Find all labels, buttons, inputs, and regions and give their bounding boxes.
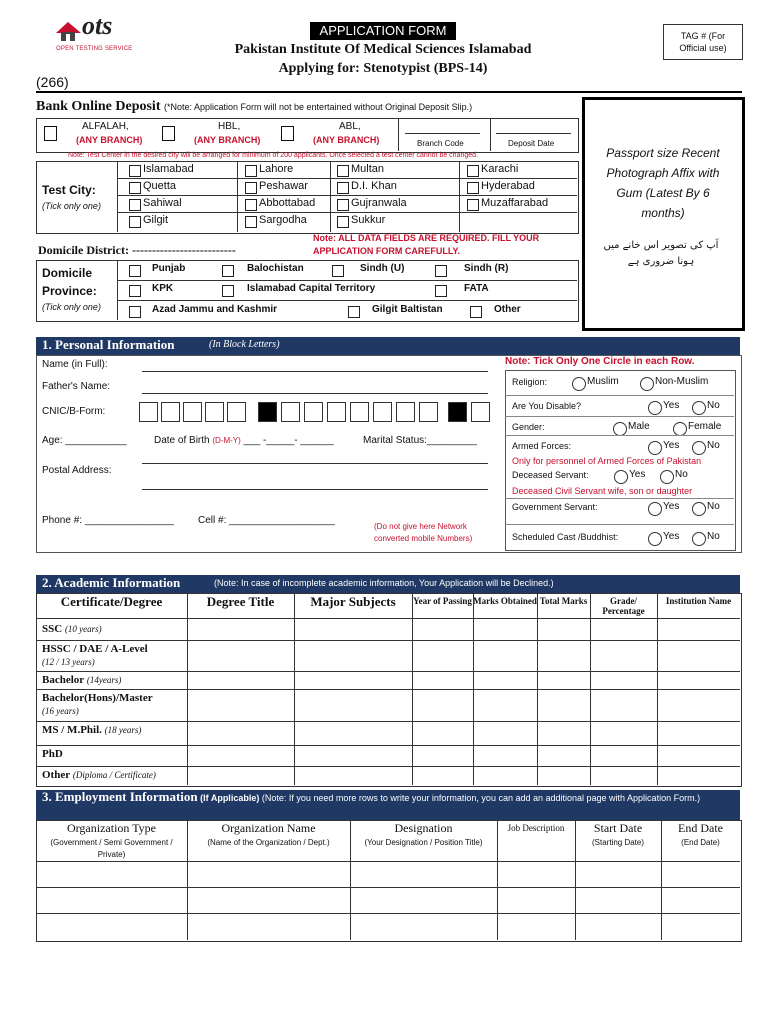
province-kpk-checkbox[interactable] <box>129 285 141 297</box>
photo-instructions: Passport size Recent Photograph Affix with Gum (Latest By 6 months) <box>606 146 720 220</box>
dob-field[interactable]: ___ -_____- ______ <box>243 435 334 446</box>
form-code: (266) <box>36 74 69 90</box>
cnic-digit-box[interactable] <box>396 402 415 422</box>
tag-official-box <box>663 24 743 60</box>
city-sukkur-checkbox[interactable] <box>337 216 349 228</box>
province-sindh-u-checkbox[interactable] <box>332 265 344 277</box>
employment-cell[interactable] <box>576 914 660 938</box>
academic-row-bachelor-hons-master <box>42 692 190 718</box>
employment-header-hint: (Name of the Organization / Dept.) <box>207 838 330 847</box>
religion-label: Religion: <box>512 377 548 387</box>
academic-row-ms-m-phil <box>42 724 190 737</box>
required-note: Note: ALL DATA FIELDS ARE REQUIRED. FILL YOUR APPLICATION FORM CAREFULLY. <box>313 233 540 256</box>
government-servant-yes-label: Yes <box>663 501 680 512</box>
scheduled-cast-buddhist-no-label: No <box>707 531 720 542</box>
form-title-text: APPLICATION FORM <box>319 23 447 38</box>
city-sahiwal-checkbox[interactable] <box>129 199 141 211</box>
branch-code-label: Branch Code <box>417 139 464 148</box>
employment-cell[interactable] <box>37 862 186 886</box>
employment-cell[interactable] <box>662 888 739 912</box>
academic-cell[interactable] <box>295 620 411 638</box>
religion-muslim-label: Muslim <box>587 376 619 387</box>
academic-row-label: HSSC / DAE / A-Level <box>42 643 148 655</box>
academic-cell[interactable] <box>474 745 536 764</box>
age-label[interactable]: Age: ___________ <box>42 435 127 446</box>
institute-name: Pakistan Institute Of Medical Sciences Islamabad <box>234 42 532 57</box>
academic-row-hssc-dae-a-level <box>42 643 190 669</box>
city-peshawar-checkbox[interactable] <box>245 182 257 194</box>
academic-cell[interactable] <box>591 620 656 638</box>
are-you-disable-yes-label: Yes <box>663 400 680 411</box>
domicile-province-label: Domicile Province: <box>42 266 97 298</box>
province-other-checkbox[interactable] <box>470 306 482 318</box>
employment-applicable: (If Applicable) <box>200 793 260 803</box>
bank-title <box>36 99 472 115</box>
phone-label[interactable]: Phone #: ________________ <box>42 515 174 526</box>
academic-cell[interactable] <box>295 721 411 743</box>
bank-alfalah-checkbox[interactable] <box>44 126 57 141</box>
cnic-digit-box[interactable] <box>183 402 202 422</box>
academic-cell[interactable] <box>474 620 536 638</box>
armed-forces-note: Only for personnel of Armed Forces of Pakistan <box>512 456 702 466</box>
employment-cell[interactable] <box>576 862 660 886</box>
academic-cell[interactable] <box>591 721 656 743</box>
employment-section-title: 3. Employment Information <box>42 789 198 804</box>
dob-text: Date of Birth <box>154 435 210 446</box>
academic-row-duration: (10 years) <box>64 624 102 634</box>
gender-female-radio[interactable] <box>673 422 687 436</box>
city-abbottabad-checkbox[interactable] <box>245 199 257 211</box>
academic-cell[interactable] <box>538 620 589 638</box>
employment-cell[interactable] <box>37 888 186 912</box>
academic-cell[interactable] <box>413 721 472 743</box>
full-name-label: Name (in Full): <box>42 359 108 370</box>
city-d-i-khan-checkbox[interactable] <box>337 182 349 194</box>
scheduled-cast-buddhist-label: Scheduled Cast /Buddhist: <box>512 532 619 542</box>
academic-header-marks-obtained: Marks Obtained <box>473 596 537 606</box>
employment-cell[interactable] <box>498 914 574 938</box>
government-servant-yes-radio[interactable] <box>648 502 662 516</box>
ots-logo <box>54 11 138 57</box>
city-quetta-checkbox[interactable] <box>129 182 141 194</box>
city-d-i-khan-label: D.I. Khan <box>351 180 397 192</box>
father-name-field[interactable] <box>142 393 488 394</box>
academic-cell[interactable] <box>658 721 739 743</box>
cnic-digit-box[interactable] <box>419 402 438 422</box>
marital-status-label[interactable]: Marital Status:_________ <box>363 435 477 446</box>
personal-section-subtitle: (In Block Letters) <box>209 339 280 350</box>
personal-section-bar <box>36 337 740 355</box>
city-multan-label: Multan <box>351 163 385 175</box>
province-islamabad-capital-territory-label: Islamabad Capital Territory <box>247 283 376 294</box>
dob-format: (D-M-Y) <box>212 436 241 445</box>
academic-header-total-marks: Total Marks <box>539 596 588 606</box>
academic-cell[interactable] <box>591 671 656 687</box>
employment-cell[interactable] <box>576 888 660 912</box>
academic-header-year-of-passing: Year of Passing <box>413 596 472 606</box>
deposit-date-field[interactable] <box>496 133 571 134</box>
bank-alfalah-label: ALFALAH, <box>82 121 129 132</box>
employment-header-title: Organization Type <box>66 821 157 835</box>
employment-header-title: Job Description <box>507 823 565 833</box>
postal-address-label: Postal Address: <box>42 465 112 476</box>
gender-female-label: Female <box>688 421 722 432</box>
employment-cell[interactable] <box>662 862 739 886</box>
academic-section-bar <box>36 575 740 593</box>
academic-cell[interactable] <box>295 766 411 783</box>
mobile-note: (Do not give here Network converted mobile Numbers) <box>374 522 473 543</box>
province-gilgit-baltistan-label: Gilgit Baltistan <box>372 304 443 315</box>
province-fata-label: FATA <box>464 283 489 294</box>
tag-official-label: TAG # (For Official use) <box>679 31 727 53</box>
employment-header-title: Organization Name <box>221 821 316 835</box>
academic-cell[interactable] <box>188 721 293 743</box>
city-gilgit-checkbox[interactable] <box>129 216 141 228</box>
bank-abl-checkbox[interactable] <box>281 126 294 141</box>
city-gujranwala-checkbox[interactable] <box>337 199 349 211</box>
logo-text: ots <box>82 11 113 40</box>
province-fata-checkbox[interactable] <box>435 285 447 297</box>
dob-label <box>154 435 334 446</box>
bank-abl-label: ABL, <box>339 121 361 132</box>
religion-non-muslim-radio[interactable] <box>640 377 654 391</box>
full-name-field[interactable] <box>142 371 488 372</box>
are-you-disable-yes-radio[interactable] <box>648 401 662 415</box>
city-karachi-label: Karachi <box>481 163 519 175</box>
employment-section-header <box>42 790 736 805</box>
province-azad-jammu-and-kashmir-label: Azad Jammu and Kashmir <box>152 304 278 315</box>
deceased-servant-yes-label: Yes <box>629 469 646 480</box>
academic-cell[interactable] <box>538 766 589 783</box>
academic-row-other <box>42 769 190 782</box>
cnic-digit-box[interactable] <box>327 402 346 422</box>
academic-cell[interactable] <box>188 745 293 764</box>
city-gujranwala-label: Gujranwala <box>351 197 407 209</box>
employment-header-hint: (Your Designation / Position Title) <box>364 838 483 847</box>
deposit-date-label: Deposit Date <box>508 139 555 148</box>
academic-cell[interactable] <box>591 640 656 669</box>
province-balochistan-checkbox[interactable] <box>222 265 234 277</box>
academic-header-institution-name: Institution Name <box>665 596 732 606</box>
bank-note: (*Note: Application Form will not be entertained without Original Deposit Slip.) <box>163 102 473 112</box>
cnic-digit-box[interactable] <box>350 402 369 422</box>
armed-forces-no-radio[interactable] <box>692 441 706 455</box>
academic-cell[interactable] <box>295 689 411 719</box>
city-sargodha-checkbox[interactable] <box>245 216 257 228</box>
gender-male-label: Male <box>628 421 650 432</box>
deceased-servant-yes-radio[interactable] <box>614 470 628 484</box>
city-gilgit-label: Gilgit <box>143 214 169 226</box>
province-islamabad-capital-territory-checkbox[interactable] <box>222 285 234 297</box>
city-karachi-checkbox[interactable] <box>467 165 479 177</box>
city-muzaffarabad-checkbox[interactable] <box>467 199 479 211</box>
deceased-servant-label: Deceased Servant: <box>512 470 589 480</box>
academic-section-note: (Note: In case of incomplete academic information, Your Application will be Declined.) <box>214 578 554 588</box>
postal-address-field-2[interactable] <box>142 489 488 490</box>
academic-cell[interactable] <box>295 671 411 687</box>
postal-address-field-1[interactable] <box>142 463 488 464</box>
gender-label: Gender: <box>512 422 545 432</box>
employment-cell[interactable] <box>188 914 349 938</box>
bank-hbl-branch: (ANY BRANCH) <box>194 135 261 145</box>
deceased-servant-no-radio[interactable] <box>660 470 674 484</box>
city-abbottabad-label: Abbottabad <box>259 197 316 209</box>
academic-cell[interactable] <box>474 721 536 743</box>
academic-cell[interactable] <box>658 640 739 669</box>
academic-cell[interactable] <box>413 766 472 783</box>
form-title <box>310 22 456 40</box>
academic-row-label: Bachelor <box>42 674 85 686</box>
employment-header-start-date <box>575 822 661 849</box>
academic-header-grade-percentage: Grade/ Percentage <box>602 596 645 616</box>
are-you-disable-no-radio[interactable] <box>692 401 706 415</box>
province-azad-jammu-and-kashmir-checkbox[interactable] <box>129 306 141 318</box>
cnic-digit-box[interactable] <box>304 402 323 422</box>
academic-cell[interactable] <box>413 671 472 687</box>
city-multan-checkbox[interactable] <box>337 165 349 177</box>
academic-row-bachelor <box>42 674 190 687</box>
government-servant-no-radio[interactable] <box>692 502 706 516</box>
employment-section-bar <box>36 790 740 820</box>
city-lahore-checkbox[interactable] <box>245 165 257 177</box>
province-punjab-checkbox[interactable] <box>129 265 141 277</box>
academic-cell[interactable] <box>474 766 536 783</box>
academic-row-phd <box>42 748 190 761</box>
academic-cell[interactable] <box>188 689 293 719</box>
cnic-label: CNIC/B-Form: <box>42 406 106 417</box>
cnic-separator <box>448 402 467 422</box>
academic-cell[interactable] <box>413 689 472 719</box>
cnic-digit-box[interactable] <box>161 402 180 422</box>
academic-cell[interactable] <box>413 640 472 669</box>
armed-forces-yes-label: Yes <box>663 440 680 451</box>
bank-title-text: Bank Online Deposit <box>36 99 161 114</box>
academic-cell[interactable] <box>591 689 656 719</box>
academic-row-duration: (12 / 13 years) <box>42 657 95 667</box>
academic-cell[interactable] <box>658 671 739 687</box>
employment-cell[interactable] <box>351 888 496 912</box>
employment-header-organization-name <box>187 822 350 849</box>
city-muzaffarabad-label: Muzaffarabad <box>481 197 549 209</box>
logo-subtext: OPEN TESTING SERVICE <box>56 46 133 52</box>
employment-header-hint: (Government / Semi Government / Private) <box>50 838 173 859</box>
circle-note: Note: Tick Only One Circle in each Row. <box>505 356 695 367</box>
religion-muslim-radio[interactable] <box>572 377 586 391</box>
employment-cell[interactable] <box>351 914 496 938</box>
city-lahore-label: Lahore <box>259 163 294 175</box>
academic-cell[interactable] <box>591 766 656 783</box>
government-servant-label: Government Servant: <box>512 502 598 512</box>
academic-cell[interactable] <box>188 671 293 687</box>
academic-cell[interactable] <box>413 620 472 638</box>
bank-hbl-label: HBL, <box>218 121 241 132</box>
academic-row-duration: (18 years) <box>104 725 142 735</box>
employment-header-designation <box>350 822 497 849</box>
cnic-digit-box[interactable] <box>373 402 392 422</box>
academic-cell[interactable] <box>188 640 293 669</box>
province-balochistan-label: Balochistan <box>247 263 304 274</box>
academic-cell[interactable] <box>413 745 472 764</box>
academic-cell[interactable] <box>188 620 293 638</box>
province-gilgit-baltistan-checkbox[interactable] <box>348 306 360 318</box>
academic-cell[interactable] <box>658 620 739 638</box>
armed-forces-no-label: No <box>707 440 720 451</box>
academic-cell[interactable] <box>538 721 589 743</box>
academic-row-duration: (14years) <box>86 675 122 685</box>
province-punjab-label: Punjab <box>152 263 186 274</box>
employment-note: (Note: If you need more rows to write your information, you can add an additional page with Application Form.) <box>261 793 701 803</box>
academic-row-label: PhD <box>42 748 63 760</box>
employment-cell[interactable] <box>188 862 349 886</box>
test-city-label: Test City: <box>42 183 96 197</box>
academic-cell[interactable] <box>538 689 589 719</box>
cnic-separator <box>258 402 277 422</box>
city-sargodha-label: Sargodha <box>259 214 307 226</box>
government-servant-no-label: No <box>707 501 720 512</box>
branch-code-field[interactable] <box>405 133 480 134</box>
cnic-digit-box[interactable] <box>205 402 224 422</box>
academic-section-title: 2. Academic Information <box>42 575 181 590</box>
employment-cell[interactable] <box>37 914 186 938</box>
academic-cell[interactable] <box>538 745 589 764</box>
academic-row-label: Bachelor(Hons)/Master <box>42 692 153 704</box>
city-sahiwal-label: Sahiwal <box>143 197 182 209</box>
city-sukkur-label: Sukkur <box>351 214 386 226</box>
province-sindh-r-label: Sindh (R) <box>464 263 509 274</box>
father-name-label: Father's Name: <box>42 381 111 392</box>
academic-cell[interactable] <box>538 671 589 687</box>
personal-section-title: 1. Personal Information <box>42 337 175 352</box>
cnic-digit-box[interactable] <box>139 402 158 422</box>
employment-cell[interactable] <box>188 888 349 912</box>
academic-row-duration: (Diploma / Certificate) <box>72 770 156 780</box>
employment-header-title: Designation <box>394 821 453 835</box>
employment-header-job-description <box>497 822 575 835</box>
academic-cell[interactable] <box>474 689 536 719</box>
employment-cell[interactable] <box>498 888 574 912</box>
academic-row-ssc <box>42 623 190 636</box>
academic-cell[interactable] <box>658 766 739 783</box>
gender-male-radio[interactable] <box>613 422 627 436</box>
bank-abl-branch: (ANY BRANCH) <box>313 135 380 145</box>
photo-urdu-note: آپ کی تصویر اس خانے میں ہونا ضروری ہے <box>603 240 719 267</box>
employment-cell[interactable] <box>351 862 496 886</box>
are-you-disable-no-label: No <box>707 400 720 411</box>
test-center-note: Note: Test Center in the desired city will be arranged for minimum of 200 applicants. Once selected a test center cannot be changed. <box>68 152 478 159</box>
academic-cell[interactable] <box>474 640 536 669</box>
academic-cell[interactable] <box>538 640 589 669</box>
cnic-digit-box[interactable] <box>281 402 300 422</box>
city-peshawar-label: Peshawar <box>259 180 308 192</box>
academic-row-label: SSC <box>42 623 63 635</box>
city-quetta-label: Quetta <box>143 180 177 192</box>
bank-alfalah-branch: (ANY BRANCH) <box>76 135 143 145</box>
academic-cell[interactable] <box>658 745 739 764</box>
test-city-hint: (Tick only one) <box>42 201 101 211</box>
city-hyderabad-checkbox[interactable] <box>467 182 479 194</box>
city-hyderabad-label: Hyderabad <box>481 180 535 192</box>
province-sindh-u-label: Sindh (U) <box>360 263 405 274</box>
applying-for: Applying for: Stenotypist (BPS-14) <box>278 61 488 76</box>
scheduled-cast-buddhist-yes-radio[interactable] <box>648 532 662 546</box>
province-sindh-r-checkbox[interactable] <box>435 265 447 277</box>
academic-row-label: MS / M.Phil. <box>42 724 102 736</box>
scheduled-cast-buddhist-no-radio[interactable] <box>692 532 706 546</box>
academic-cell[interactable] <box>591 745 656 764</box>
cnic-digit-box[interactable] <box>471 402 490 422</box>
employment-header-end-date <box>661 822 740 849</box>
employment-cell[interactable] <box>498 862 574 886</box>
are-you-disable-label: Are You Disable? <box>512 401 582 411</box>
domicile-hint: (Tick only one) <box>42 302 101 312</box>
academic-row-label: Other <box>42 769 71 781</box>
province-other-label: Other <box>494 304 521 315</box>
city-islamabad-label: Islamabad <box>143 163 194 175</box>
cnic-digit-box[interactable] <box>227 402 246 422</box>
employment-cell[interactable] <box>662 914 739 938</box>
academic-cell[interactable] <box>474 671 536 687</box>
cell-label[interactable]: Cell #: ___________________ <box>198 515 335 526</box>
employment-header-hint: (Starting Date) <box>591 838 645 847</box>
city-islamabad-checkbox[interactable] <box>129 165 141 177</box>
logo-house-icon <box>54 19 84 43</box>
academic-header-degree-title: Degree Title <box>206 594 275 609</box>
employment-header-hint: (End Date) <box>681 838 720 847</box>
academic-row-duration: (16 years) <box>42 706 79 716</box>
armed-forces-label: Armed Forces: <box>512 441 572 451</box>
domicile-district-label[interactable]: Domicile District: -------------------------- <box>38 243 236 257</box>
academic-header-major-subjects: Major Subjects <box>310 594 396 609</box>
academic-cell[interactable] <box>295 640 411 669</box>
employment-header-organization-type <box>36 822 187 861</box>
religion-non-muslim-label: Non-Muslim <box>655 376 709 387</box>
academic-cell[interactable] <box>295 745 411 764</box>
armed-forces-yes-radio[interactable] <box>648 441 662 455</box>
academic-header-certificate-degree: Certificate/Degree <box>60 594 163 609</box>
employment-header-title: End Date <box>678 821 723 835</box>
deceased-servant-no-label: No <box>675 469 688 480</box>
province-kpk-label: KPK <box>152 283 174 294</box>
scheduled-cast-buddhist-yes-label: Yes <box>663 531 680 542</box>
employment-header-title: Start Date <box>593 821 643 835</box>
bank-hbl-checkbox[interactable] <box>162 126 175 141</box>
academic-cell[interactable] <box>658 689 739 719</box>
academic-cell[interactable] <box>188 766 293 783</box>
deceased-servant-note: Deceased Civil Servant wife, son or daughter <box>512 486 693 496</box>
